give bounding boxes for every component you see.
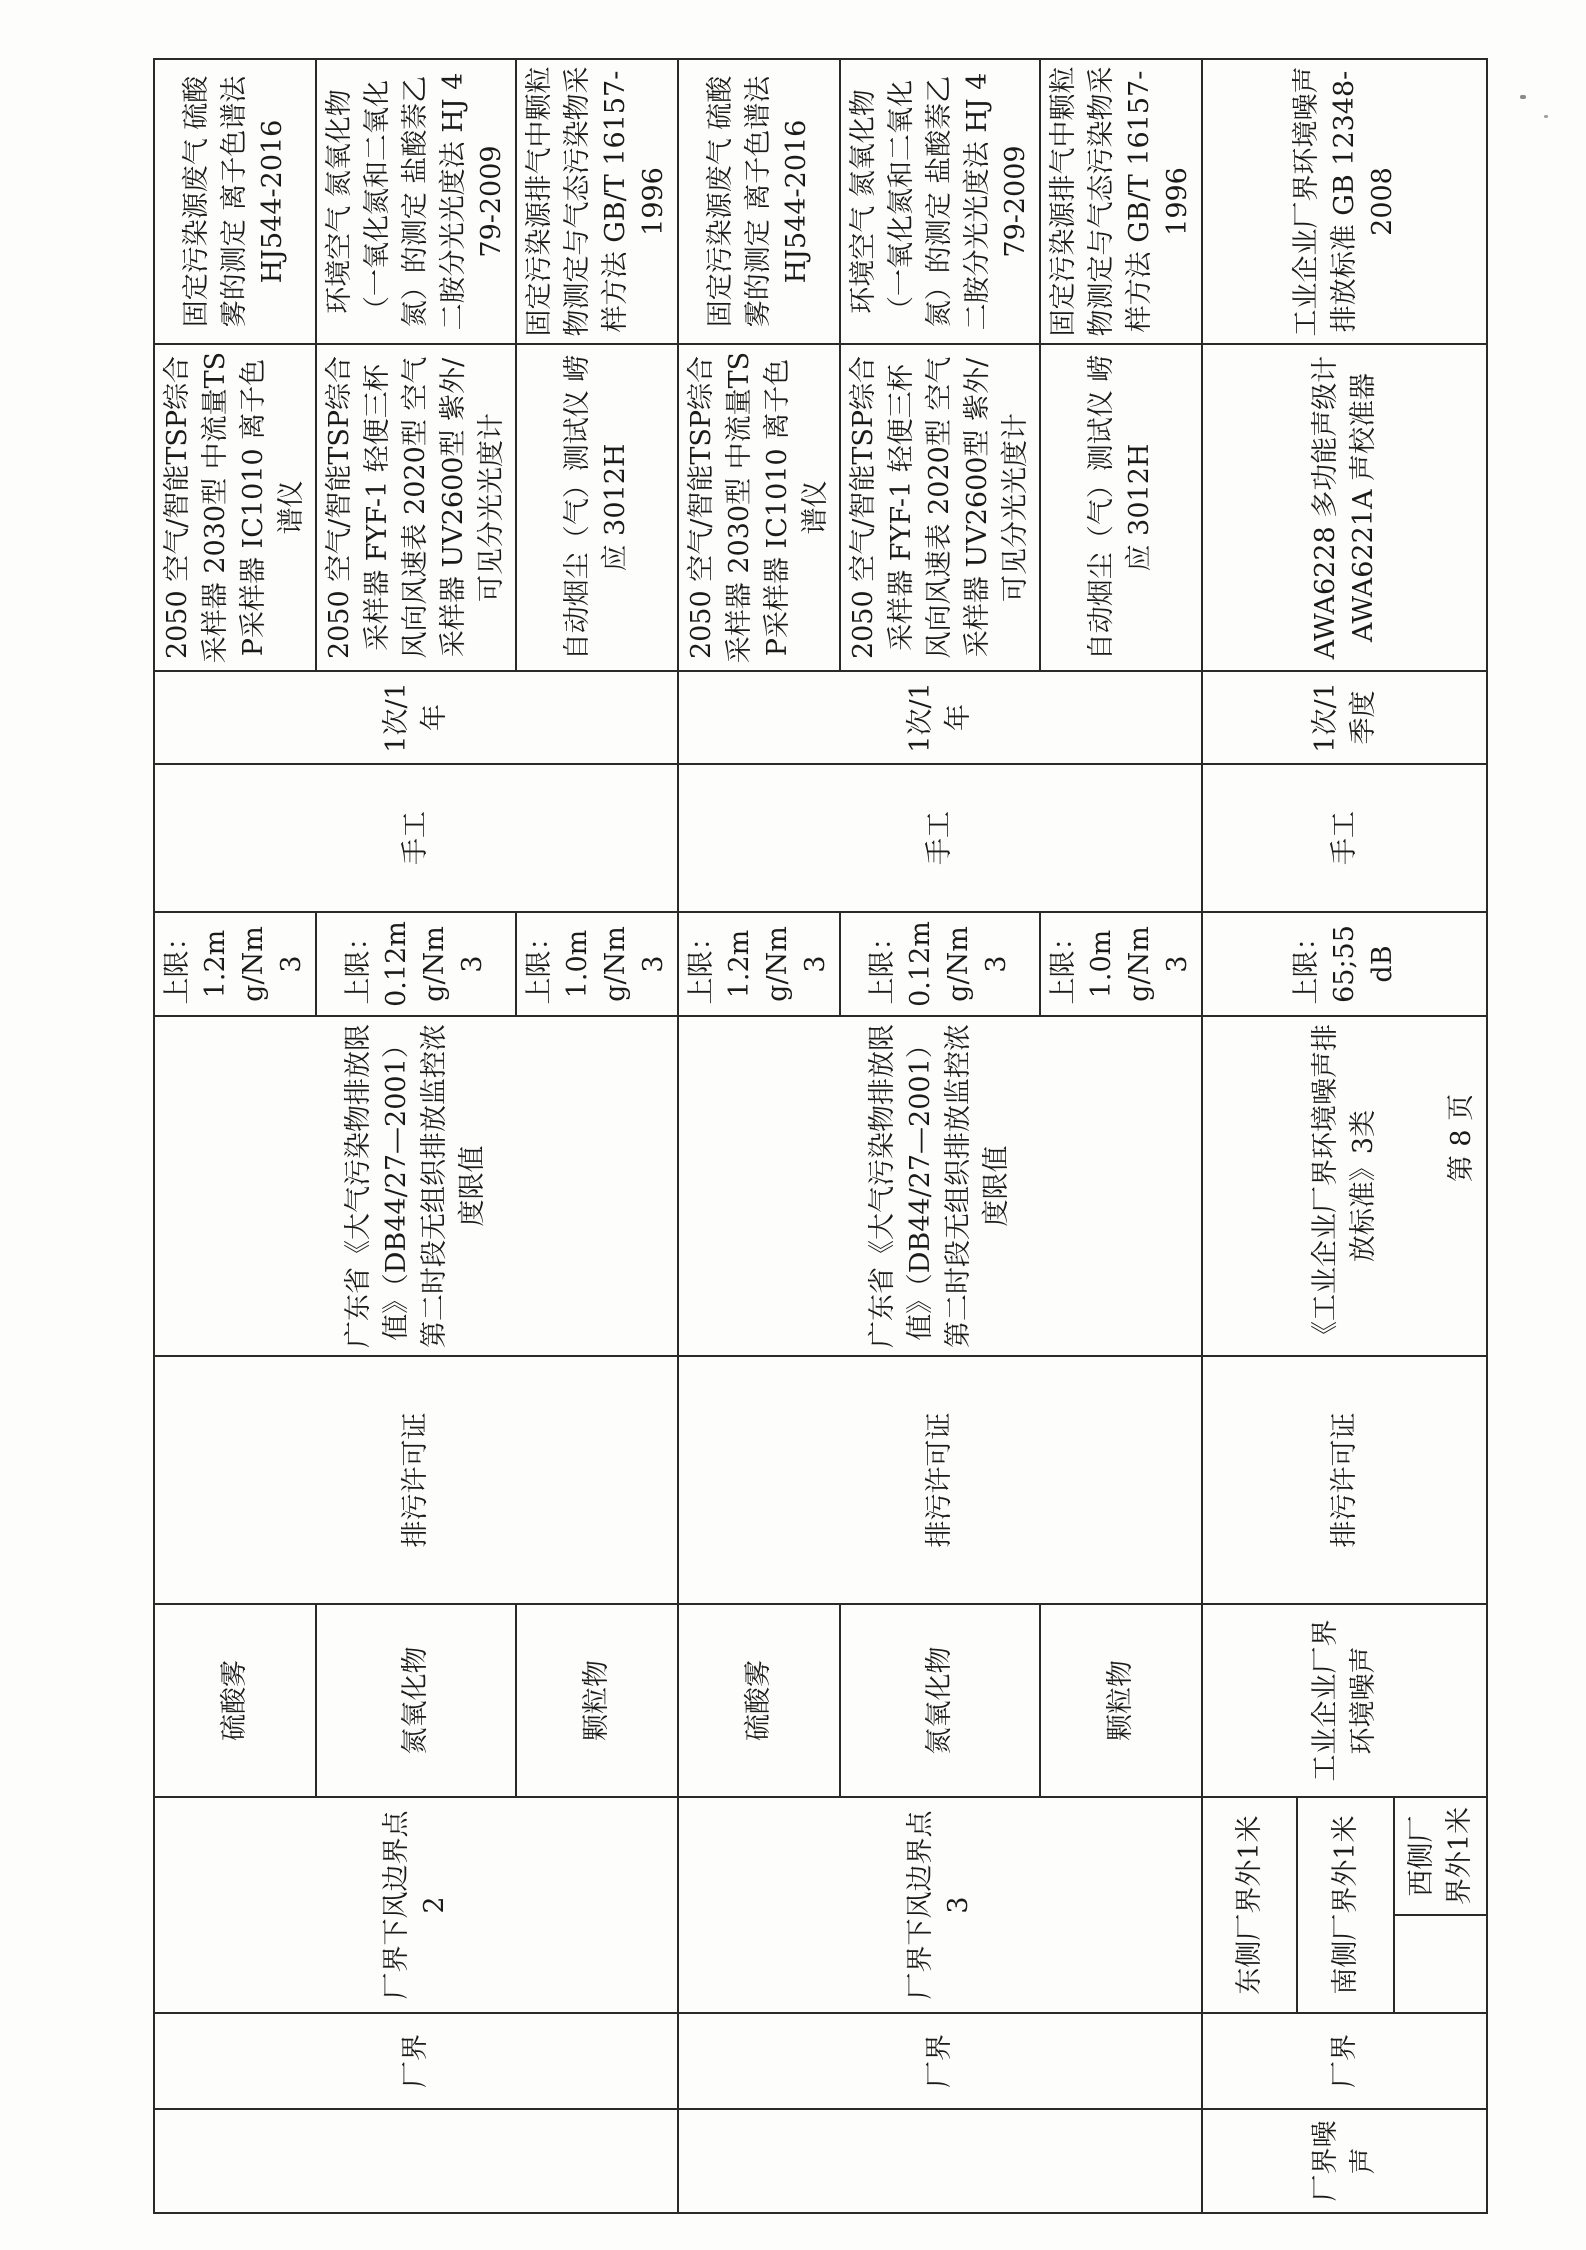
point-cell: 南侧厂界外1米 [1297,1797,1394,2013]
limit-cell: 上限：65;55dB [1202,912,1487,1016]
factor-cell: 硫酸雾 [154,1604,316,1797]
location-cell: 厂界 [678,2013,1202,2109]
point-cell: 西侧厂界外1米 [1394,1797,1487,1915]
frequency-cell: 1次/1年 [154,671,678,764]
instrument-cell: AWA6228 多功能声级计 AWA6221A 声校准器 [1202,344,1487,671]
factor-cell: 氮氧化物 [316,1604,516,1797]
basis-cell: 排污许可证 [678,1356,1202,1604]
limit-cell: 上限：1.2mg/Nm3 [678,912,840,1016]
factor-cell: 颗粒物 [516,1604,678,1797]
factor-cell: 颗粒物 [1040,1604,1202,1797]
mode-cell: 手工 [154,764,678,912]
limit-cell: 上限：1.2mg/Nm3 [154,912,316,1016]
standard-cell: 广东省《大气污染物排放限值》（DB44/27—2001）第二时段无组织排放监控浓度限值 [154,1016,678,1356]
frequency-cell: 1次/1季度 [1202,671,1487,764]
instrument-cell: 自动烟尘（气）测试仪 崂应 3012H [1040,344,1202,671]
factor-cell: 硫酸雾 [678,1604,840,1797]
table-row [154,59,316,2213]
method-cell: 环境空气 氮氧化物（一氧化氮和二氧化氮）的测定 盐酸萘乙二胺分光光度法 HJ 479-2009 [316,59,516,344]
standard-cell: 广东省《大气污染物排放限值》（DB44/27—2001）第二时段无组织排放监控浓度限值 [678,1016,1202,1356]
method-cell: 固定污染源废气 硫酸雾的测定 离子色谱法 HJ544-2016 [678,59,840,344]
basis-cell: 排污许可证 [1202,1356,1487,1604]
monitoring-table [153,58,1488,2214]
instrument-cell: 自动烟尘（气）测试仪 崂应 3012H [516,344,678,671]
mode-cell: 手工 [678,764,1202,912]
point-cell: 厂界下风边界点3 [678,1797,1202,2013]
point-cell: 东侧厂界外1米 [1202,1797,1297,2013]
factor-cell: 氮氧化物 [840,1604,1040,1797]
method-cell: 固定污染源排气中颗粒物测定与气态污染物采样方法 GB/T 16157-1996 [1040,59,1202,344]
method-cell: 工业企业厂界环境噪声排放标准 GB 12348-2008 [1202,59,1487,344]
limit-cell: 上限：0.12mg/Nm3 [316,912,516,1016]
limit-cell: 上限：0.12mg/Nm3 [840,912,1040,1016]
instrument-cell: 2050 空气/智能TSP综合采样器 2030型 中流量TSP采样器 IC1010 离子色谱仪 [678,344,840,671]
page-number [1418,1093,1478,1183]
limit-cell: 上限：1.0mg/Nm3 [516,912,678,1016]
scan-mark [1544,115,1548,118]
basis-cell: 排污许可证 [154,1356,678,1604]
instrument-cell: 2050 空气/智能TSP综合采样器 2030型 中流量TSP采样器 IC1010 离子色谱仪 [154,344,316,671]
instrument-cell: 2050 空气/智能TSP综合采样器 FYF-1 轻便三杯风向风速表 2020型 空气采样器 UV2600型 紫外/可见分光光度计 [316,344,516,671]
category-cell: 厂界噪声 [1202,2109,1487,2213]
limit-cell: 上限：1.0mg/Nm3 [1040,912,1202,1016]
method-cell: 环境空气 氮氧化物（一氧化氮和二氧化氮）的测定 盐酸萘乙二胺分光光度法 HJ 479-2009 [840,59,1040,344]
instrument-cell: 2050 空气/智能TSP综合采样器 FYF-1 轻便三杯风向风速表 2020型 空气采样器 UV2600型 紫外/可见分光光度计 [840,344,1040,671]
location-cell: 厂界 [1202,2013,1487,2109]
frequency-cell: 1次/1年 [678,671,1202,764]
point-cell: 厂界下风边界点2 [154,1797,678,2013]
category-cell [154,2109,678,2213]
category-cell [678,2109,1202,2213]
standard-cell: 《工业企业厂界环境噪声排放标准》3类 [1202,1016,1487,1356]
location-cell: 厂界 [154,2013,678,2109]
method-cell: 固定污染源排气中颗粒物测定与气态污染物采样方法 GB/T 16157-1996 [516,59,678,344]
method-cell: 固定污染源废气 硫酸雾的测定 离子色谱法 HJ544-2016 [154,59,316,344]
table-row [678,59,840,2213]
blank-cell [1394,1915,1487,2013]
scan-mark [1520,95,1526,99]
table-row [1202,59,1297,2213]
factor-cell: 工业企业厂界环境噪声 [1202,1604,1487,1797]
mode-cell: 手工 [1202,764,1487,912]
page-number-label: 第 8 页 [1446,1093,1478,1183]
